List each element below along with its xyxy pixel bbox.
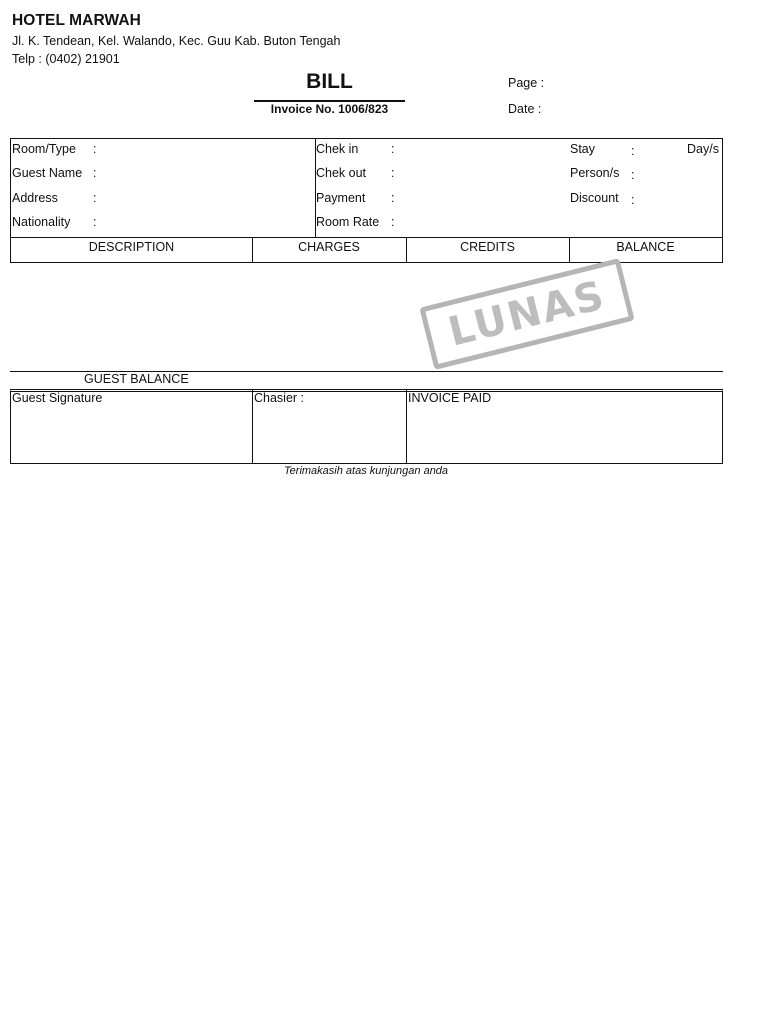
hotel-address: Jl. K. Tendean, Kel. Walando, Kec. Guu Kab. Buton Tengah [12,34,341,48]
colon: : [93,215,97,229]
invoice-number: Invoice No. 1006/823 [270,102,389,116]
colon: : [93,142,97,156]
column-header-balance: BALANCE [616,240,675,254]
hotel-phone: Telp : (0402) 21901 [12,52,120,66]
stay-label: Stay [570,142,596,156]
hotel-name: HOTEL MARWAH [12,12,141,29]
colon: : [391,166,395,180]
colon: : [391,191,395,205]
cashier-label: Chasier : [254,391,305,405]
colon: : [391,142,395,156]
invoice-paid-label: INVOICE PAID [408,391,492,405]
colon: : [93,191,97,205]
signature-box [10,389,723,464]
colon: : [631,144,635,158]
discount-label: Discount [570,191,619,205]
guest-name-label: Guest Name [12,166,83,180]
column-header-description: DESCRIPTION [88,240,175,254]
signature-divider [252,389,253,464]
guest-signature-label: Guest Signature [12,391,103,405]
thank-you-note: Terimakasih atas kunjungan anda [283,465,449,477]
lunas-stamp [419,258,634,370]
colon: : [93,166,97,180]
bill-title: BILL [306,70,353,93]
page-label: Page : [508,76,545,90]
persons-label: Person/s [570,166,620,180]
guest-balance-label: GUEST BALANCE [84,372,189,386]
address-label: Address [12,191,58,205]
days-unit-label: Day/s [687,142,719,156]
check-in-label: Chek in [316,142,359,156]
column-header-charges: CHARGES [298,240,360,254]
payment-label: Payment [316,191,366,205]
room-type-label: Room/Type [12,142,76,156]
date-label: Date : [508,102,542,116]
header-row-top [10,237,723,238]
signature-divider [406,389,407,464]
room-rate-label: Room Rate [316,215,380,229]
check-out-label: Chek out [316,166,367,180]
stamp-text: LUNAS [443,272,611,356]
colon: : [391,215,395,229]
colon: : [631,168,635,182]
column-header-credits: CREDITS [460,240,515,254]
nationality-label: Nationality [12,215,71,229]
colon: : [631,193,635,207]
